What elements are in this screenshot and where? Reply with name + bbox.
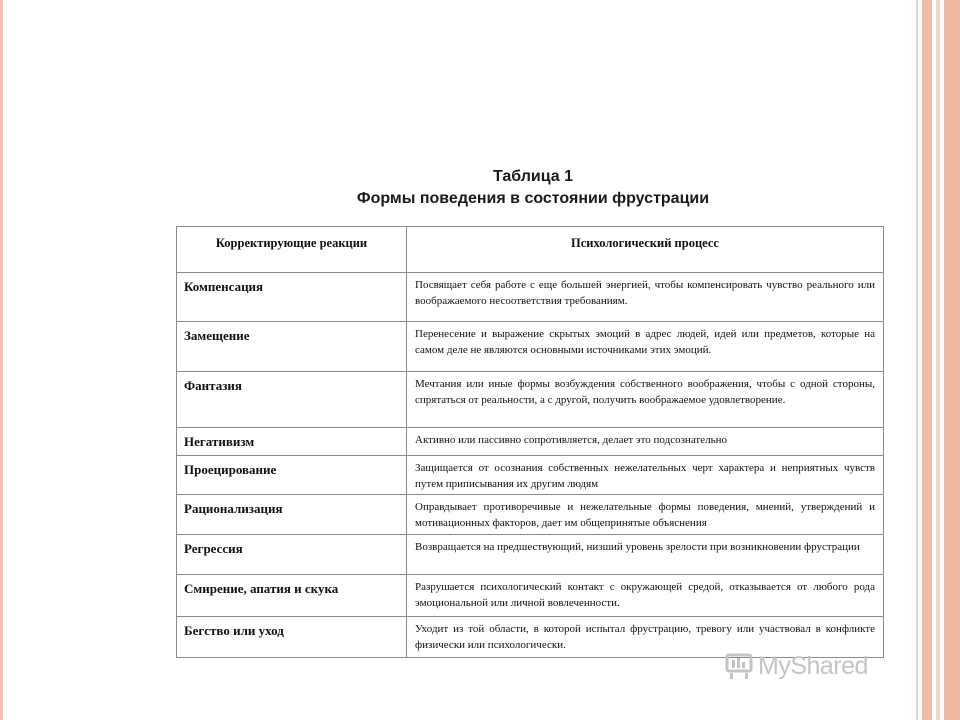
reaction-cell: Проецирование: [177, 456, 407, 495]
decor-stripe: [922, 0, 932, 720]
table-row: [177, 322, 884, 372]
process-cell: Оправдывает противоречивые и нежелательные формы поведения, мнений, утверждений и мотивационных факторов, дает им общепринятые объяснения: [407, 495, 884, 535]
decor-stripe: [916, 0, 918, 720]
table-row: [177, 575, 884, 617]
watermark-text: MyShared: [758, 651, 868, 680]
header-process: Психологический процесс: [407, 227, 884, 273]
reaction-cell: Компенсация: [177, 273, 407, 322]
slide-left-border: [0, 0, 3, 720]
reaction-cell: Замещение: [177, 322, 407, 372]
reaction-cell: Бегство или уход: [177, 617, 407, 658]
header-reactions: Корректирующие реакции: [177, 227, 407, 273]
process-cell: Возвращается на предшествующий, низший уровень зрелости при возникновении фрустрации: [407, 535, 884, 575]
process-cell: Мечтания или иные формы возбуждения собственного воображения, чтобы с одной стороны, спрятаться от реальности, а с другой, получить воображаемое удовлетворение.: [407, 372, 884, 428]
table-header-row: [177, 227, 884, 273]
reaction-cell: Фантазия: [177, 372, 407, 428]
process-cell: Защищается от осознания собственных нежелательных черт характера и неприятных чувств путем приписывания их другим людям: [407, 456, 884, 495]
presentation-board-icon: [724, 652, 754, 680]
reaction-cell: Негативизм: [177, 428, 407, 456]
process-cell: Разрушается психологический контакт с окружающей средой, отказывается от любого рода эмоциональной или личной вовлеченности.: [407, 575, 884, 617]
process-cell: Перенесение и выражение скрытых эмоций в адрес людей, идей или предметов, которые на самом деле не являются основными источниками этих эмоций.: [407, 322, 884, 372]
reaction-cell: Смирение, апатия и скука: [177, 575, 407, 617]
table-row: [177, 428, 884, 456]
frustration-table: [176, 226, 884, 658]
decor-stripe: [936, 0, 940, 720]
process-cell: Активно или пассивно сопротивляется, делает это подсознательно: [407, 428, 884, 456]
table-title: Формы поведения в состоянии фрустрации: [356, 190, 710, 207]
decor-stripe: [944, 0, 960, 720]
table-row: [177, 456, 884, 495]
table-number-title: Таблица 1: [492, 168, 574, 185]
watermark-logo: [724, 650, 868, 682]
table-row: [177, 495, 884, 535]
reaction-cell: Рационализация: [177, 495, 407, 535]
process-cell: Посвящает себя работе с еще большей энергией, чтобы компенсировать чувство реального или воображаемого несоответствия требованиям.: [407, 273, 884, 322]
table-row: [177, 372, 884, 428]
table-row: [177, 535, 884, 575]
reaction-cell: Регрессия: [177, 535, 407, 575]
table-row: [177, 273, 884, 322]
process-cell: Уходит из той области, в которой испытал фрустрацию, тревогу или участвовал в конфликте физически или психологически.: [407, 617, 884, 658]
